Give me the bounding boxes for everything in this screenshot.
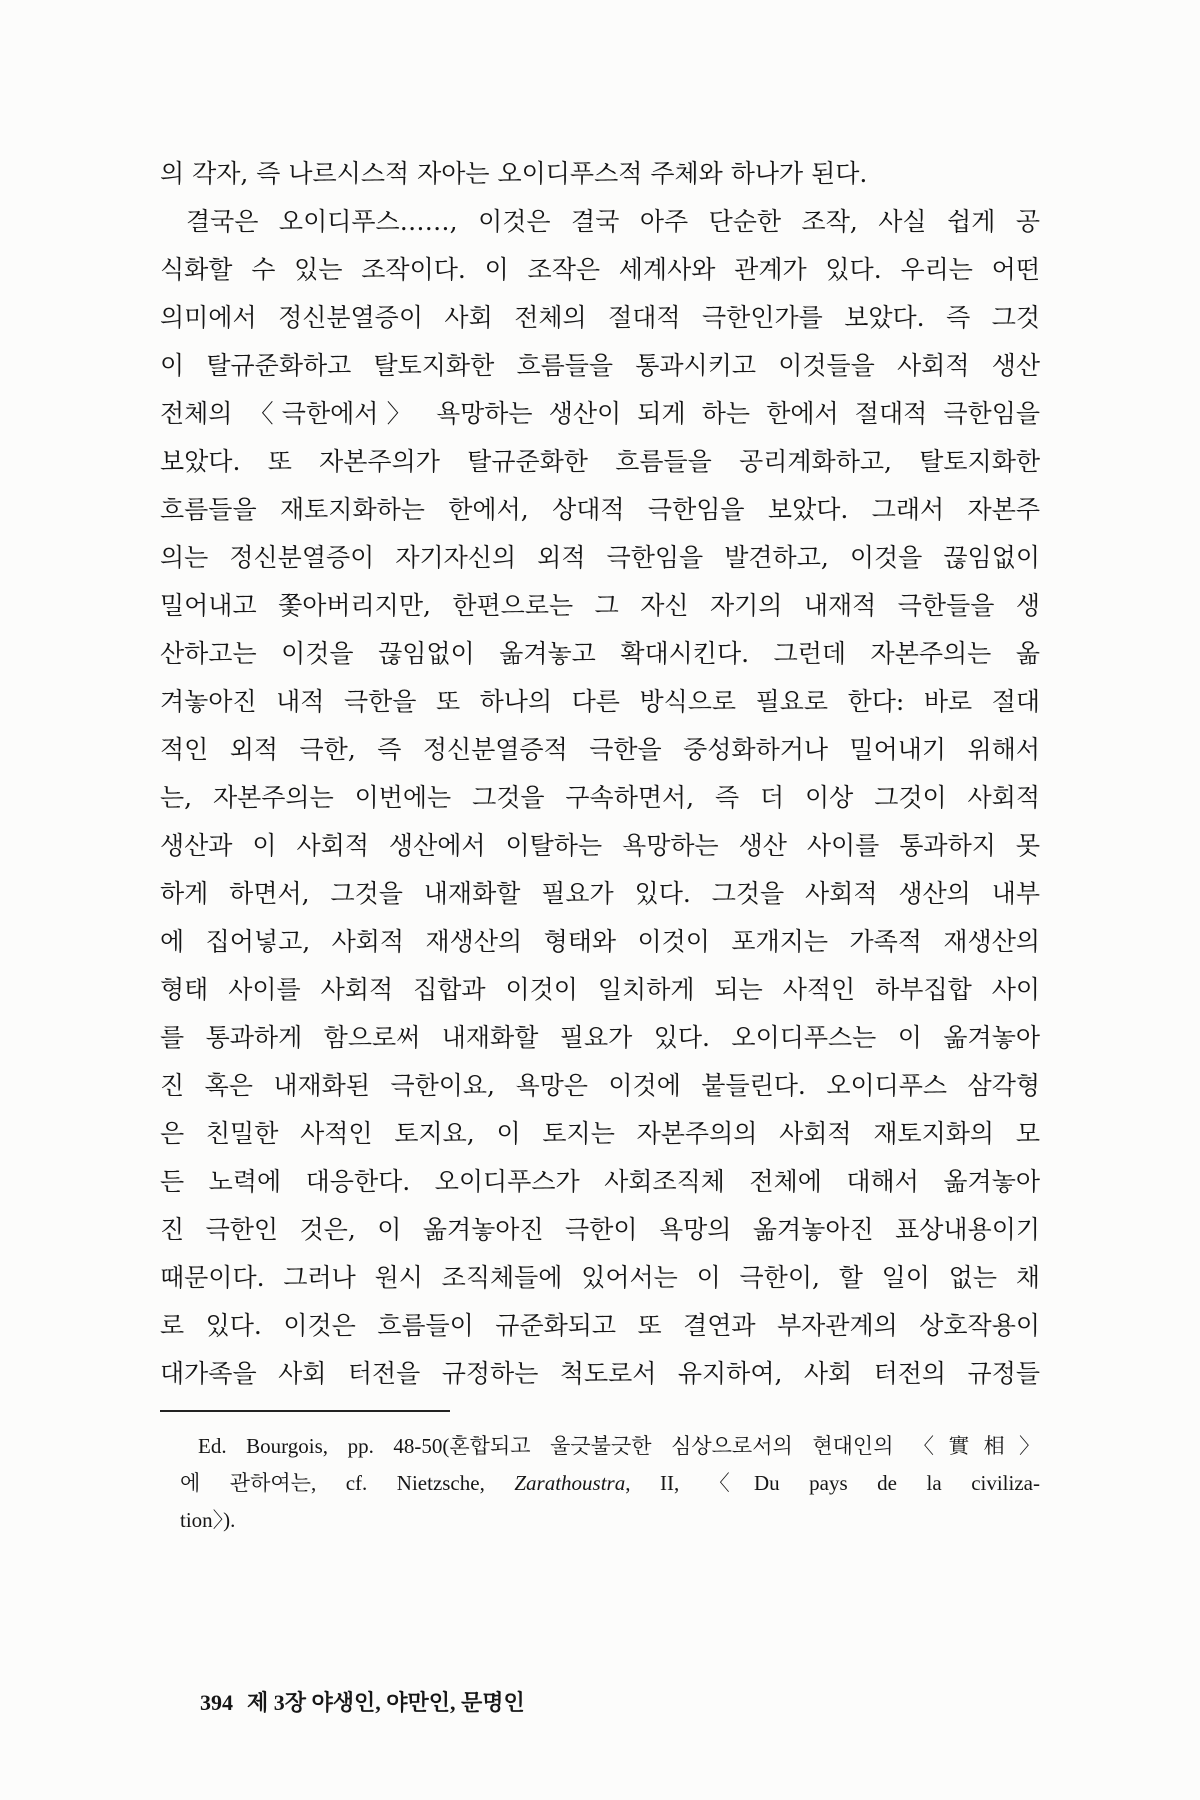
body-line: 로 있다. 이것은 흐름들이 규준화되고 또 결연과 부자관계의 상호작용이 — [160, 1311, 1040, 1340]
footnote-line — [160, 1465, 1040, 1502]
body-line: 에 집어넣고, 사회적 재생산의 형태와 이것이 포개지는 가족적 재생산의 — [160, 927, 1040, 956]
body-line: 의 각자, 즉 나르시스적 자아는 오이디푸스적 주체와 하나가 된다. — [160, 159, 868, 188]
footnote-line: Ed. Bourgois, pp. 48-50(혼합되고 울긋불긋한 심상으로서의 현대인의 〈實相〉 — [198, 1434, 1040, 1458]
body-text — [160, 150, 1040, 1398]
body-line: 이 탈규준화하고 탈토지화한 흐름들을 통과시키고 이것들을 사회적 생산 — [160, 351, 1040, 380]
body-line: 겨놓아진 내적 극한을 또 하나의 다른 방식으로 필요로 한다: 바로 절대 — [160, 687, 1040, 716]
body-line: 하게 하면서, 그것을 내재화할 필요가 있다. 그것을 사회적 생산의 내부 — [160, 879, 1040, 908]
footnote-work-title: Zarathoustra — [514, 1471, 626, 1495]
body-line: 든 노력에 대응한다. 오이디푸스가 사회조직체 전체에 대해서 옮겨놓아 — [160, 1167, 1040, 1196]
body-line: 는, 자본주의는 이번에는 그것을 구속하면서, 즉 더 이상 그것이 사회적 — [160, 783, 1040, 812]
footnote-line: tion〉). — [180, 1508, 236, 1532]
body-line: 산하고는 이것을 끊임없이 옮겨놓고 확대시킨다. 그런데 자본주의는 옮 — [160, 639, 1040, 668]
page-number: 394 — [200, 1690, 233, 1715]
body-line: 보았다. 또 자본주의가 탈규준화한 흐름들을 공리계화하고, 탈토지화한 — [160, 447, 1040, 476]
body-line: 형태 사이를 사회적 집합과 이것이 일치하게 되는 사적인 하부집합 사이 — [160, 975, 1040, 1004]
body-line: 의는 정신분열증이 자기자신의 외적 극한임을 발견하고, 이것을 끊임없이 — [160, 543, 1040, 572]
footnote-text: , II, 〈Du pays de la civiliza- — [625, 1471, 1040, 1495]
body-line: 적인 외적 극한, 즉 정신분열증적 극한을 중성화하거나 밀어내기 위해서 — [160, 735, 1040, 764]
footnote — [160, 1428, 1040, 1539]
running-footer — [200, 1686, 525, 1717]
body-line: 대가족을 사회 터전을 규정하는 척도로서 유지하여, 사회 터전의 규정들 — [160, 1359, 1040, 1388]
body-line: 밀어내고 쫓아버리지만, 한편으로는 그 자신 자기의 내재적 극한들을 생 — [160, 591, 1040, 620]
body-line: 의미에서 정신분열증이 사회 전체의 절대적 극한인가를 보았다. 즉 그것 — [160, 303, 1040, 332]
body-line: 전체의 〈극한에서〉 욕망하는 생산이 되게 하는 한에서 절대적 극한임을 — [160, 399, 1040, 428]
body-line: 결국은 오이디푸스……, 이것은 결국 아주 단순한 조작, 사실 쉽게 공 — [186, 207, 1040, 236]
body-line: 은 친밀한 사적인 토지요, 이 토지는 자본주의의 사회적 재토지화의 모 — [160, 1119, 1040, 1148]
body-line: 진 혹은 내재화된 극한이요, 욕망은 이것에 붙들린다. 오이디푸스 삼각형 — [160, 1071, 1040, 1100]
body-line: 진 극한인 것은, 이 옮겨놓아진 극한이 욕망의 옮겨놓아진 표상내용이기 — [160, 1215, 1040, 1244]
footnote-rule — [160, 1410, 450, 1412]
body-line: 식화할 수 있는 조작이다. 이 조작은 세계사와 관계가 있다. 우리는 어떤 — [160, 255, 1040, 284]
footnote-text: 에 관하여는, cf. Nietzsche, — [180, 1471, 515, 1495]
body-line: 때문이다. 그러나 원시 조직체들에 있어서는 이 극한이, 할 일이 없는 채 — [160, 1263, 1040, 1292]
body-line: 를 통과하게 함으로써 내재화할 필요가 있다. 오이디푸스는 이 옮겨놓아 — [160, 1023, 1040, 1052]
body-line: 흐름들을 재토지화하는 한에서, 상대적 극한임을 보았다. 그래서 자본주 — [160, 495, 1040, 524]
chapter-title: 제 3장 야생인, 야만인, 문명인 — [247, 1690, 525, 1715]
body-line: 생산과 이 사회적 생산에서 이탈하는 욕망하는 생산 사이를 통과하지 못 — [160, 831, 1040, 860]
